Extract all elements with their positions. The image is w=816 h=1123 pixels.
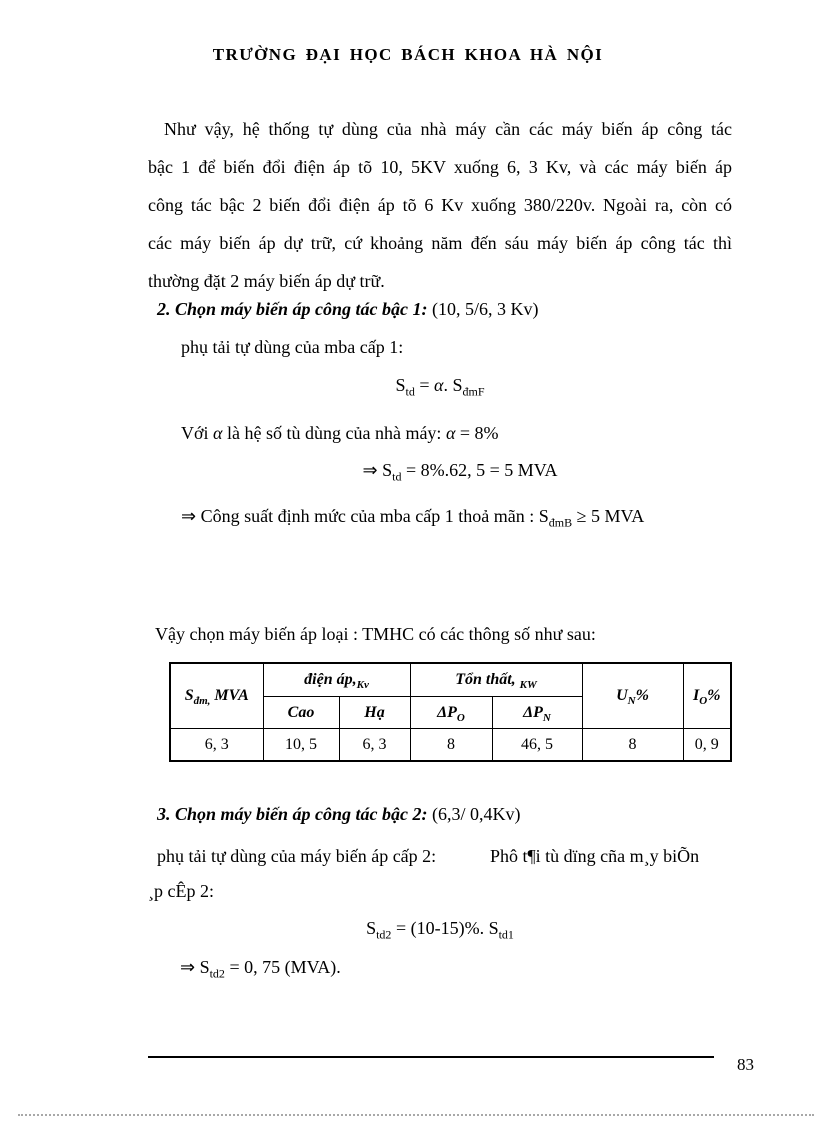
paragraph-line: bậc 1 để biến đổi điện áp tõ 10, 5KV xuống 6, 3 Kv, và các máy biến áp (148, 157, 732, 177)
th-sdm: $S_{đm,}$ MVA (170, 663, 263, 729)
paragraph-line: công tác bậc 2 biến đổi điện áp tõ 6 Kv xuống 380/220v. Ngoài ra, còn có (148, 195, 732, 215)
transformer-specs-table (169, 662, 732, 762)
th-dpn: $\Delta P_N$ (492, 697, 582, 729)
th-dpo: $\Delta P_O$ (410, 697, 492, 729)
formula-std: $S_{td} = \alpha$. $S_{đmF}$ (395, 375, 485, 399)
section-heading-2-bold: 2. Chọn máy biến áp công tác bậc 1: (157, 299, 428, 319)
paragraph-intro (148, 110, 732, 300)
cell-sdm: 6, 3 (170, 729, 263, 762)
bottom-dotted-divider (18, 1114, 814, 1116)
paragraph-alpha: Với α là hệ số tù dùng của nhà máy: α = 8% (181, 423, 499, 443)
formula-std2: $S_{td2} = (10-15)\%$. $S_{td1}$ (366, 918, 514, 942)
paragraph-rated-power: ⇒ Công suất định mức của mba cấp 1 thoả mãn : $S_{đmB} \ge 5$ MVA (181, 506, 645, 530)
paragraph-line: các máy biến áp dự trữ, cứ khoảng năm đến sáu máy biến áp công tác thì (148, 233, 732, 253)
footer-rule (148, 1056, 714, 1058)
th-cao: Cao (263, 697, 339, 729)
section-heading-3-rest: (6,3/ 0,4Kv) (427, 804, 521, 824)
table-row (170, 729, 731, 762)
paragraph-line: Như vậy, hệ thống tự dùng của nhà máy cần các máy biến áp công tác (164, 119, 732, 139)
paragraph-load-level2-text: phụ tải tự dùng của máy biến áp cấp 2: (157, 846, 437, 866)
cell-ha: 6, 3 (339, 729, 410, 762)
section-heading-2 (157, 299, 539, 320)
page-title: TRƯỜNG ĐẠI HỌC BÁCH KHOA HÀ NỘI (212, 45, 604, 64)
cell-io: 0, 9 (683, 729, 731, 762)
th-io: $I_O\%$ (683, 663, 731, 729)
paragraph-load-level2-line1 (157, 846, 757, 867)
paragraph-line: thường đặt 2 máy biến áp dự trữ. (148, 271, 385, 291)
formula-std2-value: ⇒ $S_{td2} = 0$, 75 (MVA). (180, 957, 341, 981)
formula-std-value: ⇒ $S_{td} = 8\%.62$, 5 = 5 MVA (362, 460, 558, 484)
section-heading-2-rest: (10, 5/6, 3 Kv) (427, 299, 539, 319)
paragraph-load-level2-line2: ¸p cÊp 2: (148, 881, 214, 901)
th-dienap: điện $áp,_{Kv}$ (263, 663, 410, 697)
th-tonthat: Tổn thất, $_{KW}$ (410, 663, 582, 697)
th-ha: Hạ (339, 697, 410, 729)
cell-dpo: 8 (410, 729, 492, 762)
paragraph-choose-tmhc: Vậy chọn máy biến áp loại : TMHC có các thông số như sau: (155, 624, 596, 644)
cell-cao: 10, 5 (263, 729, 339, 762)
th-un: $U_N\%$ (582, 663, 683, 729)
section-heading-3-bold: 3. Chọn máy biến áp công tác bậc 2: (157, 804, 428, 824)
page-number: 83 (737, 1055, 754, 1074)
cell-un: 8 (582, 729, 683, 762)
paragraph-load-level1: phụ tải tự dùng của mba cấp 1: (181, 337, 404, 357)
cell-dpn: 46, 5 (492, 729, 582, 762)
paragraph-load-level2-garbled: Phô t¶i tù dïng cña m¸y biÕn (490, 846, 700, 866)
section-heading-3 (157, 804, 521, 825)
